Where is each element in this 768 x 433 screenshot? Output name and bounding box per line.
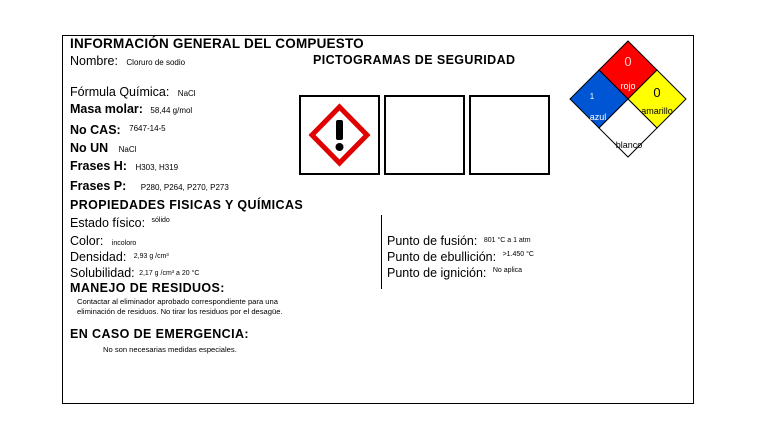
nfpa-diamond xyxy=(565,39,691,165)
ignicion-row xyxy=(387,265,522,281)
frases-h-value: H303, H319 xyxy=(135,163,179,172)
nombre-label: Nombre: xyxy=(70,54,118,68)
estado-row xyxy=(70,215,170,231)
solubilidad-label: Solubilidad: xyxy=(70,266,135,280)
masa-label: Masa molar: xyxy=(70,102,143,116)
frases-h-label: Frases H: xyxy=(70,159,127,173)
ebullicion-row xyxy=(387,249,534,265)
waste-title: MANEJO DE RESIDUOS: xyxy=(70,281,225,295)
cas-label: No CAS: xyxy=(70,123,121,137)
cas-row xyxy=(70,122,166,138)
fusion-label: Punto de fusión: xyxy=(387,234,478,248)
solubilidad-row xyxy=(70,265,199,281)
properties-divider xyxy=(381,215,382,289)
safety-label-card xyxy=(62,35,694,404)
densidad-value: 2,93 g /cm³ xyxy=(133,253,169,260)
nfpa-yellow-value: 0 xyxy=(653,85,661,100)
masa-row xyxy=(70,101,192,117)
ebullicion-value: >1.450 °C xyxy=(502,251,534,258)
color-label: Color: xyxy=(70,234,104,248)
nombre-row xyxy=(70,53,185,69)
physical-title: PROPIEDADES FISICAS Y QUÍMICAS xyxy=(70,198,304,212)
waste-line-2: eliminación de residuos. No tirar los residuos por el desagüe. xyxy=(77,307,283,316)
frases-p-value: P280, P264, P270, P273 xyxy=(140,183,229,192)
solubilidad-value: 2,17 g /cm³ a 20 °C xyxy=(139,270,200,277)
pictogram-box-2 xyxy=(384,95,465,175)
frases-p-label: Frases P: xyxy=(70,179,127,193)
nombre-value: Cloruro de sodio xyxy=(126,58,186,67)
masa-value: 58,44 g/mol xyxy=(150,106,193,115)
nfpa-white-label: blanco xyxy=(615,140,643,150)
nfpa-red-value: 0 xyxy=(624,54,632,69)
formula-row xyxy=(70,84,196,100)
pictogram-box-1 xyxy=(299,95,380,175)
pictogram-box-3 xyxy=(469,95,550,175)
un-label: No UN xyxy=(70,141,109,155)
fusion-row xyxy=(387,233,531,249)
densidad-row xyxy=(70,249,169,265)
estado-label: Estado físico: xyxy=(70,216,146,230)
nfpa-red-label: rojo xyxy=(620,81,636,91)
waste-text xyxy=(77,297,377,317)
ignicion-label: Punto de ignición: xyxy=(387,266,487,280)
un-row xyxy=(70,140,136,156)
ignicion-value: No aplica xyxy=(492,267,523,274)
fusion-value: 801 °C a 1 atm xyxy=(483,237,531,244)
waste-line-1: Contactar al eliminador aprobado correspondiente para una xyxy=(77,297,278,306)
nfpa-yellow-label: amarillo xyxy=(641,106,673,116)
ebullicion-label: Punto de ebullición: xyxy=(387,250,497,264)
emergency-title: EN CASO DE EMERGENCIA: xyxy=(70,327,249,341)
frases-h-row xyxy=(70,158,178,174)
frases-p-row xyxy=(70,178,229,194)
nfpa-blue-value: 1 xyxy=(589,92,595,101)
estado-value: sólido xyxy=(151,217,170,224)
pictograms-title: PICTOGRAMAS DE SEGURIDAD xyxy=(313,53,516,67)
emergency-text: No son necesarias medidas especiales. xyxy=(103,345,237,354)
formula-label: Fórmula Química: xyxy=(70,85,170,99)
exclamation-mark-icon xyxy=(301,97,378,173)
un-value: NaCl xyxy=(118,145,137,154)
cas-value: 7647-14-5 xyxy=(129,124,166,133)
formula-value: NaCl xyxy=(177,89,196,98)
color-value: incoloro xyxy=(111,240,137,247)
densidad-label: Densidad: xyxy=(70,250,127,264)
color-row xyxy=(70,233,136,249)
general-info-title: INFORMACIÓN GENERAL DEL COMPUESTO xyxy=(70,36,364,51)
nfpa-blue-label: azul xyxy=(589,112,607,122)
